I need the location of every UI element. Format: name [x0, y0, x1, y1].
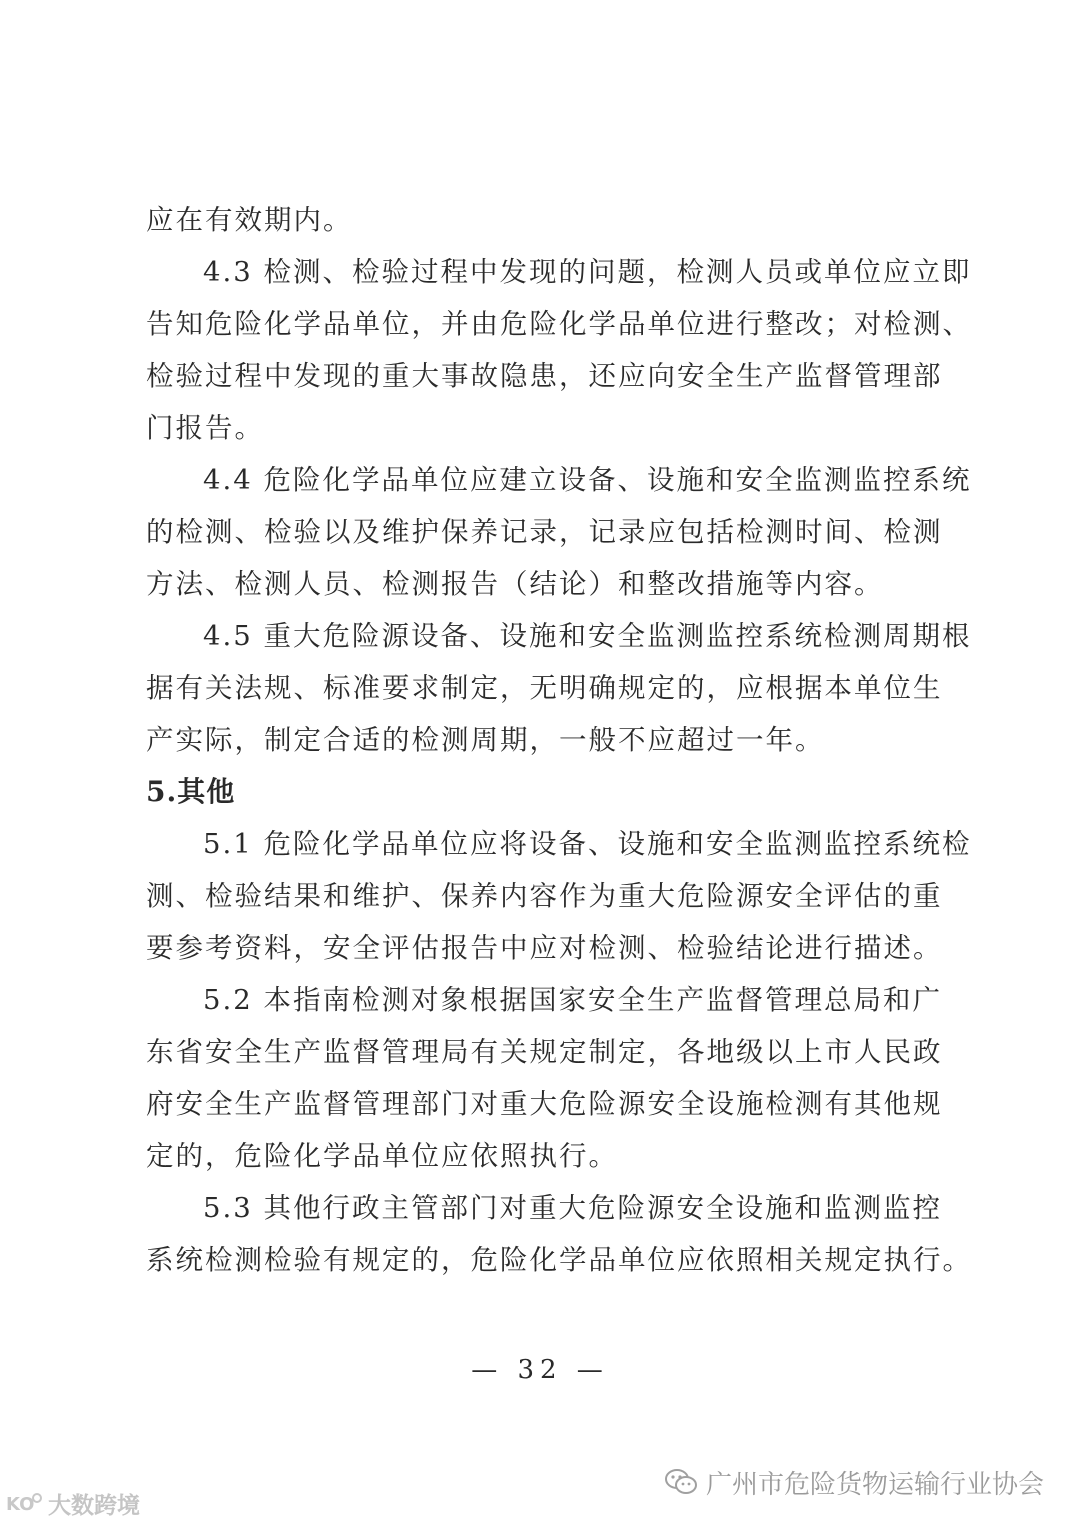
logo-icon	[6, 1491, 44, 1515]
text-line: 系统检测检验有规定的，危险化学品单位应依照相关规定执行。	[146, 1244, 972, 1276]
svg-text:KO: KO	[6, 1494, 35, 1515]
wechat-icon	[664, 1467, 698, 1497]
text-line: 应在有效期内。	[146, 204, 353, 236]
paragraph-5-2-line: 5.2 本指南检测对象根据国家安全生产监督管理总局和广	[203, 984, 942, 1016]
watermark-brand-name: 大数跨境	[48, 1492, 140, 1519]
paragraph-4-4-line: 4.4 危险化学品单位应建立设备、设施和安全监测监控系统	[203, 464, 972, 496]
paragraph-4-5-line: 4.5 重大危险源设备、设施和安全监测监控系统检测周期根	[203, 620, 972, 652]
text-line: 门报告。	[146, 412, 264, 444]
text-line: 产实际，制定合适的检测周期，一般不应超过一年。	[146, 724, 825, 756]
section-heading: 5.其他	[146, 775, 236, 808]
text-line: 的检测、检验以及维护保养记录，记录应包括检测时间、检测	[146, 516, 943, 548]
paragraph-5-3-line: 5.3 其他行政主管部门对重大危险源安全设施和监测监控	[203, 1192, 942, 1224]
page-number: — 32 —	[471, 1355, 609, 1385]
watermark-brand	[6, 1486, 140, 1520]
text-line: 检验过程中发现的重大事故隐患，还应向安全生产监督管理部	[146, 360, 943, 392]
text-line: 定的，危险化学品单位应依照执行。	[146, 1140, 618, 1172]
paragraph-4-3-line: 4.3 检测、检验过程中发现的问题，检测人员或单位应立即	[203, 256, 972, 288]
watermark-account-name: 广州市危险货物运输行业协会	[706, 1469, 1045, 1500]
text-line: 测、检验结果和维护、保养内容作为重大危险源安全评估的重	[146, 880, 943, 912]
paragraph-5-1-line: 5.1 危险化学品单位应将设备、设施和安全监测监控系统检	[203, 828, 972, 860]
text-line: 方法、检测人员、检测报告（结论）和整改措施等内容。	[146, 568, 884, 600]
text-line: 据有关法规、标准要求制定，无明确规定的，应根据本单位生	[146, 672, 943, 704]
watermark-account	[664, 1462, 1044, 1502]
text-line: 告知危险化学品单位，并由危险化学品单位进行整改；对检测、	[146, 308, 972, 340]
text-line: 府安全生产监督管理部门对重大危险源安全设施检测有其他规	[146, 1088, 943, 1120]
text-line: 要参考资料，安全评估报告中应对检测、检验结论进行描述。	[146, 932, 943, 964]
text-line: 东省安全生产监督管理局有关规定制定，各地级以上市人民政	[146, 1036, 943, 1068]
